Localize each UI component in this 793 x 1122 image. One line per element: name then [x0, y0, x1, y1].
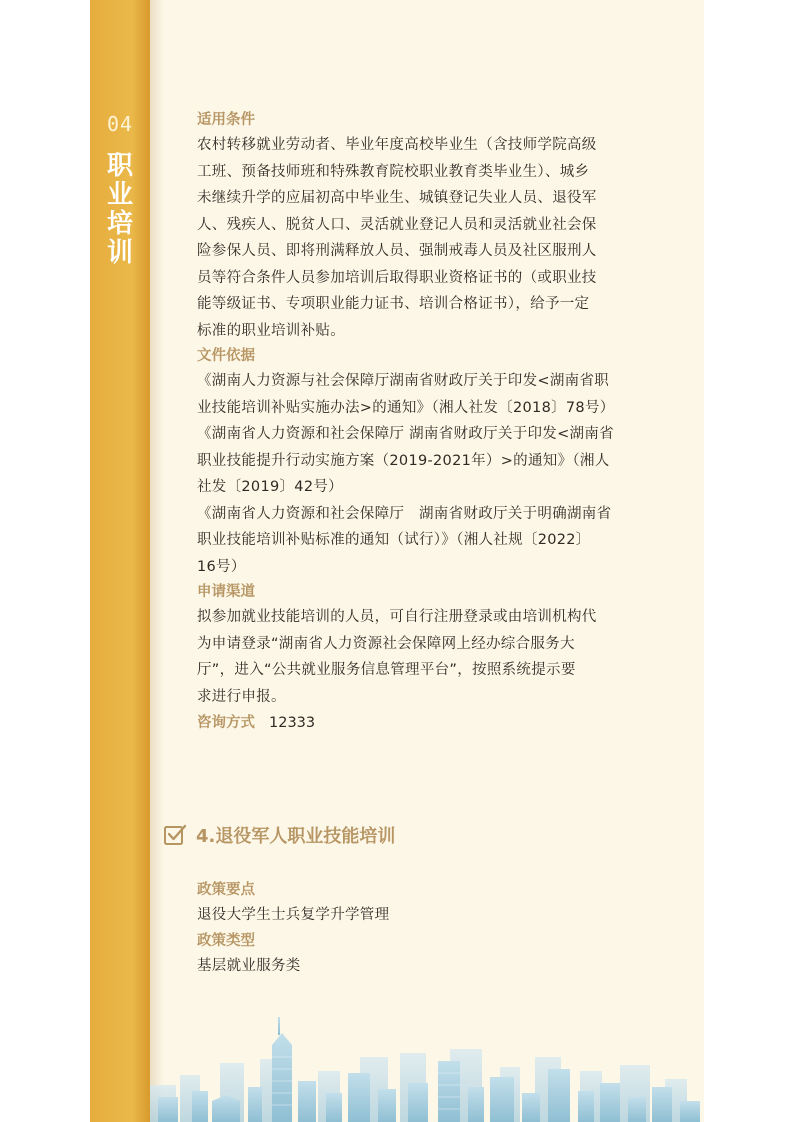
text-line: 退役大学生士兵复学升学管理 — [197, 907, 390, 923]
checkbox-checked-icon — [162, 822, 188, 848]
contact-value: 12333 — [269, 715, 316, 731]
text-line: 能等级证书、专项职业能力证书、培训合格证书），给予一定 — [197, 296, 590, 312]
text-line: 求进行申报。 — [197, 688, 286, 705]
text-line: 职业技能提升行动实施方案（2019-2021年）>的通知》（湘人 — [197, 452, 610, 469]
basis-heading: 文件依据 — [197, 348, 255, 364]
text-line: 农村转移就业劳动者、毕业年度高校毕业生（含技师学院高级 — [197, 137, 597, 153]
section-title-char: 培 — [106, 209, 133, 239]
text-line: 《湖南省人力资源和社会保障厅 湖南省财政厅关于明确湖南省 — [197, 505, 612, 522]
points-text — [197, 902, 652, 929]
conditions-heading: 适用条件 — [197, 112, 255, 128]
subsection-content — [197, 878, 652, 979]
section-title-char: 职 — [106, 151, 133, 181]
channel-text — [197, 604, 652, 710]
subsection-title: 4.退役军人职业技能培训 — [196, 826, 396, 847]
text-line: 标准的职业培训补贴。 — [197, 322, 345, 339]
basis-text — [197, 368, 652, 580]
city-skyline-illustration — [150, 997, 704, 1122]
text-line: 社发〔2019〕42号） — [197, 479, 343, 495]
section-title-char: 训 — [106, 238, 133, 268]
points-heading: 政策要点 — [197, 882, 255, 898]
text-line: 险参保人员、即将刑满释放人员、强制戒毒人员及社区服刑人 — [197, 243, 597, 259]
subsection-header — [162, 822, 395, 848]
text-line: 基层就业服务类 — [197, 957, 301, 974]
text-line: 《湖南人力资源与社会保障厅湖南省财政厅关于印发<湖南省职 — [197, 373, 610, 389]
text-line: 拟参加就业技能培训的人员，可自行注册登录或由培训机构代 — [197, 609, 597, 625]
text-line: 为申请登录“湖南省人力资源社会保障网上经办综合服务大 — [197, 635, 575, 652]
text-line: 厅”，进入“公共就业服务信息管理平台”，按照系统提示要 — [197, 662, 576, 678]
section-title-char: 业 — [106, 180, 133, 210]
contact-label: 咨询方式 — [197, 715, 255, 731]
channel-heading: 申请渠道 — [197, 584, 255, 600]
page — [90, 0, 704, 1122]
type-heading: 政策类型 — [197, 932, 255, 949]
section-number: 04 — [106, 112, 134, 136]
section-title — [105, 152, 135, 268]
text-line: 人、残疾人、脱贫人口、灵活就业登记人员和灵活就业社会保 — [197, 216, 597, 233]
text-line: 员等符合条件人员参加培训后取得职业资格证书的（或职业技 — [197, 269, 597, 286]
text-line: 《湖南省人力资源和社会保障厅 湖南省财政厅关于印发<湖南省 — [197, 426, 614, 442]
text-line: 16号） — [197, 558, 246, 575]
sidebar-band — [90, 0, 150, 1122]
type-text — [197, 953, 652, 980]
sidebar-shadow — [150, 0, 164, 1122]
text-line: 职业技能培训补贴标准的通知（试行）》（湘人社规〔2022〕 — [197, 532, 591, 548]
text-line: 工班、预备技师班和特殊教育院校职业教育类毕业生）、城乡 — [197, 163, 590, 180]
contact-row — [197, 710, 652, 736]
text-line: 业技能培训补贴实施办法>的通知》（湘人社发〔2018〕78号） — [197, 399, 615, 416]
text-line: 未继续升学的应届初高中毕业生、城镇登记失业人员、退役军 — [197, 190, 597, 206]
conditions-text — [197, 132, 652, 344]
policy-content — [197, 108, 652, 736]
